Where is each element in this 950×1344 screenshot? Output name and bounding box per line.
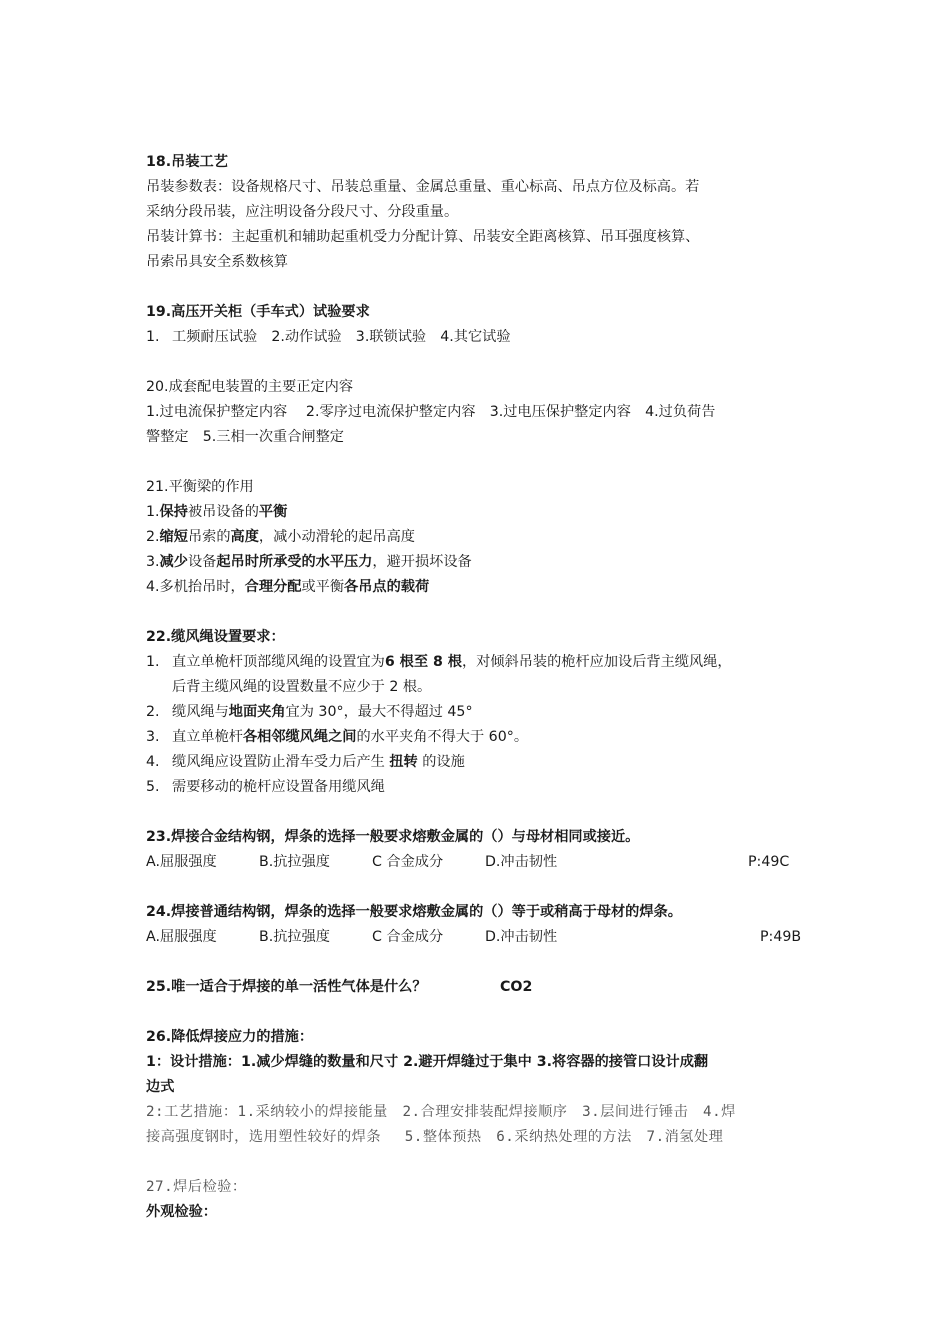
option-d: D.冲击韧性 xyxy=(485,929,558,945)
section-23-question: 23.焊接合金结构钢，焊条的选择一般要求熔敷金属的（）与母材相同或接近。 xyxy=(146,829,640,845)
list-number: 5. xyxy=(146,779,160,795)
list-text: 需要移动的桅杆应设置备用缆风绳 xyxy=(172,779,385,795)
section-26-line: 2:工艺措施：1.采纳较小的焊接能量 2.合理安排装配焊接顺序 3.层间进行锤击 4.焊 xyxy=(146,1104,736,1120)
bold-run: 各吊点的载荷 xyxy=(344,579,430,595)
text-run: 的设施 xyxy=(417,754,465,770)
section-18-line: 吊装参数表：设备规格尺寸、吊装总重量、金属总重量、重心标高、吊点方位及标高。若 xyxy=(146,179,700,195)
text-run: 直立单桅杆顶部缆风绳的设置宜为 xyxy=(172,654,385,670)
section-26-line: 1：设计措施：1.减少焊缝的数量和尺寸 2.避开焊缝过于集中 3.将容器的接管口设计成翻 xyxy=(146,1054,709,1070)
section-18-line: 吊装计算书：主起重机和辅助起重机受力分配计算、吊装安全距离核算、吊耳强度核算、 xyxy=(146,229,700,245)
section-20-title: 20.成套配电装置的主要正定内容 xyxy=(146,379,354,395)
option-a: A.屈服强度 xyxy=(146,929,217,945)
question-text: 25.唯一适合于焊接的单一活性气体是什么？ xyxy=(146,979,427,995)
bold-run: 各相邻缆风绳之间 xyxy=(242,729,357,745)
section-26-line: 接高强度钢时，选用塑性较好的焊条 5.整体预热 6.采纳热处理的方法 7.消氢处理 xyxy=(146,1129,724,1145)
section-24-question: 24.焊接普通结构钢，焊条的选择一般要求熔敷金属的（）等于或稍高于母材的焊条。 xyxy=(146,904,682,920)
bold-run: 扭转 xyxy=(389,754,418,770)
text-run: 直立单桅杆 xyxy=(172,729,243,745)
list-item xyxy=(146,750,826,775)
list-item xyxy=(146,500,826,525)
list-text: 工频耐压试验 2.动作试验 3.联锁试验 4.其它试验 xyxy=(172,329,511,345)
text-run: 缆风绳与 xyxy=(172,704,229,720)
text-run: ，对倾斜吊装的桅杆应加设后背主缆风绳， xyxy=(461,654,732,670)
list-item xyxy=(146,650,826,675)
bold-run: 保持 xyxy=(159,504,188,520)
page-reference: P:49B xyxy=(760,929,802,945)
bold-run: 高度 xyxy=(230,529,259,545)
list-text xyxy=(172,650,732,675)
section-18-title: 18.吊装工艺 xyxy=(146,154,228,170)
list-number: 1. xyxy=(146,329,160,345)
list-item xyxy=(146,550,826,575)
list-text xyxy=(172,700,473,725)
text-run: 4.多机抬吊时， xyxy=(146,579,245,595)
list-item xyxy=(146,725,826,750)
answer-text: CO2 xyxy=(500,979,533,995)
bold-run: 起吊时所承受的水平压力 xyxy=(216,554,373,570)
list-item xyxy=(146,700,826,725)
list-item-continuation xyxy=(146,675,826,700)
text-run: 1. xyxy=(146,504,160,520)
text-run: 被吊设备的 xyxy=(187,504,259,520)
list-number: 4. xyxy=(146,754,160,770)
list-text xyxy=(172,725,528,750)
text-run: 吊索的 xyxy=(187,529,231,545)
text-run: ，减小动滑轮的起吊高度 xyxy=(258,529,415,545)
text-run: 后背主缆风绳的设置数量不应少于 2 根。 xyxy=(172,679,432,695)
text-run: 缆风绳应设置防止滑车受力后产生 xyxy=(172,754,390,770)
section-20-line: 1.过电流保护整定内容 2.零序过电流保护整定内容 3.过电压保护整定内容 4.过负荷告 xyxy=(146,404,716,420)
list-number: 2. xyxy=(146,704,160,720)
text-run: ，避开损坏设备 xyxy=(372,554,472,570)
section-18-line: 采纳分段吊装，应注明设备分段尺寸、分段重量。 xyxy=(146,204,459,220)
option-a: A.屈服强度 xyxy=(146,854,217,870)
section-18-line: 吊索吊具安全系数核算 xyxy=(146,254,288,270)
option-c: C 合金成分 xyxy=(372,854,444,870)
section-24-options xyxy=(146,925,826,950)
text-run: 宜为 30°，最大不得超过 45° xyxy=(285,704,473,720)
list-number: 3. xyxy=(146,729,160,745)
section-20-line: 警整定 5.三相一次重合闸整定 xyxy=(146,429,344,445)
bold-run: 减少 xyxy=(159,554,188,570)
text-run: 设备 xyxy=(187,554,217,570)
section-26-title: 26.降低焊接应力的措施： xyxy=(146,1029,314,1045)
text-run: 2. xyxy=(146,529,160,545)
document-page xyxy=(146,150,826,1225)
section-21-title: 21.平衡梁的作用 xyxy=(146,479,254,495)
list-item xyxy=(146,525,826,550)
list-text xyxy=(172,750,465,775)
bold-run: 缩短 xyxy=(159,529,188,545)
text-run: 3. xyxy=(146,554,160,570)
section-27-subtitle: 外观检验： xyxy=(146,1204,217,1220)
list-number: 1. xyxy=(146,654,160,670)
option-b: B.抗拉强度 xyxy=(259,854,330,870)
section-25-question xyxy=(146,975,826,1000)
option-b: B.抗拉强度 xyxy=(259,929,330,945)
bold-run: 地面夹角 xyxy=(228,704,286,720)
section-19-items xyxy=(146,325,826,350)
text-run: 或平衡 xyxy=(301,579,345,595)
option-d: D.冲击韧性 xyxy=(485,854,558,870)
bold-run: 合理分配 xyxy=(244,579,302,595)
list-item xyxy=(146,775,826,800)
bold-run: 平衡 xyxy=(258,504,288,520)
text-run: 的水平夹角不得大于 60°。 xyxy=(356,729,529,745)
bold-run: 6 根至 8 根 xyxy=(384,654,462,670)
section-19-title: 19.高压开关柜（手车式）试验要求 xyxy=(146,304,370,320)
section-22-title: 22.缆风绳设置要求： xyxy=(146,629,285,645)
section-23-options xyxy=(146,850,826,875)
section-26-line: 边式 xyxy=(146,1079,175,1095)
page-reference: P:49C xyxy=(748,854,790,870)
list-item xyxy=(146,575,826,600)
section-27-title: 27.焊后检验： xyxy=(146,1179,247,1195)
option-c: C 合金成分 xyxy=(372,929,444,945)
